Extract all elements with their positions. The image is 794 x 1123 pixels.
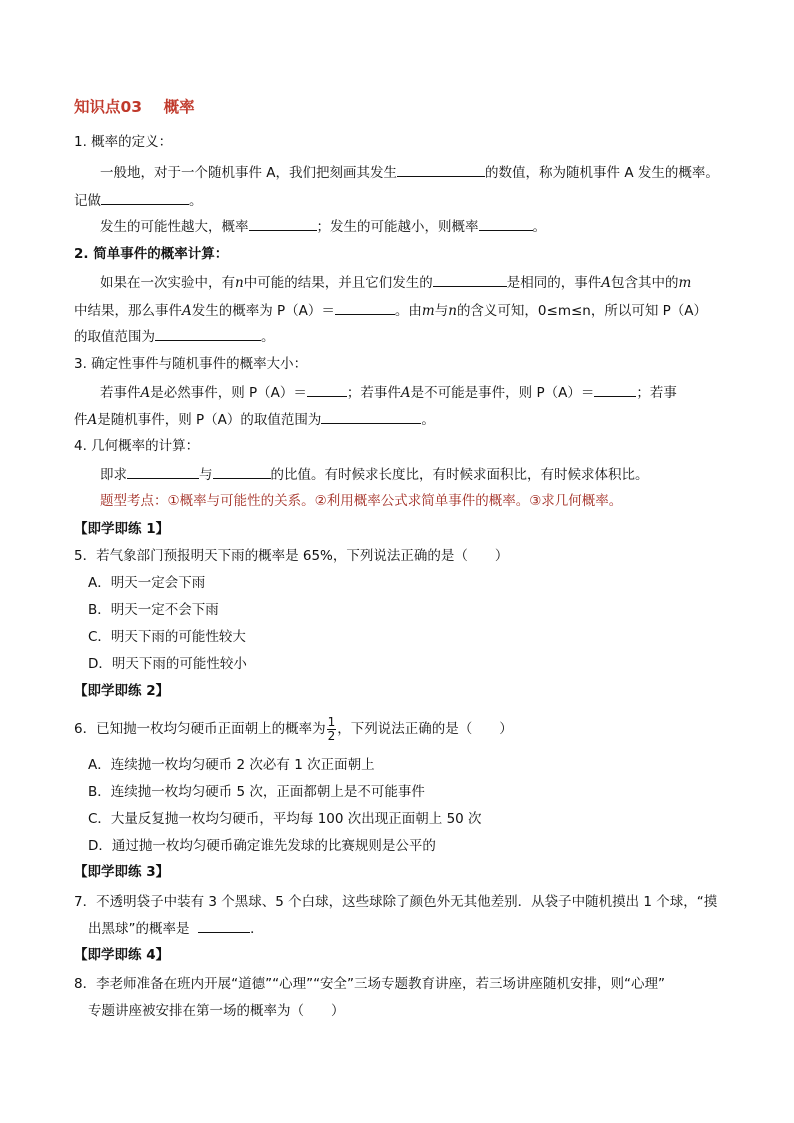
s2-line3 bbox=[74, 326, 275, 347]
q6-text: ，下列说法正确的是（ ） bbox=[337, 721, 513, 737]
var-a: A bbox=[601, 275, 611, 291]
var-a: A bbox=[400, 385, 411, 401]
s2-text: 中结果，那么事件 bbox=[74, 303, 182, 319]
q6-text: 6．已知抛一枚均匀硬币正面朝上的概率为 bbox=[74, 721, 326, 737]
topic-hint: 题型考点：①概率与可能性的关系。②利用概率公式求简单事件的概率。③求几何概率。 bbox=[100, 493, 623, 509]
s1-text: ；发生的可能越小，则概率 bbox=[316, 219, 479, 235]
s2-text: 。由 bbox=[394, 303, 422, 319]
answer-blank[interactable] bbox=[335, 300, 395, 315]
fraction-one-half bbox=[327, 716, 337, 743]
s1-text: 的数值，称为随机事件 A 发生的概率。 bbox=[485, 165, 719, 181]
s3-title: 3. 确定性事件与随机事件的概率大小： bbox=[74, 356, 308, 372]
s3-line1 bbox=[100, 382, 677, 403]
s3-line2 bbox=[74, 409, 435, 430]
fraction-denominator: 2 bbox=[327, 728, 336, 743]
answer-blank[interactable] bbox=[321, 409, 421, 424]
s4-line1 bbox=[100, 464, 649, 485]
s1-line3 bbox=[100, 216, 546, 237]
s2-title: 2. 简单事件的概率计算： bbox=[74, 246, 229, 262]
s1-line1 bbox=[100, 162, 719, 183]
question-8-line2: 专题讲座被安排在第一场的概率为（ ） bbox=[88, 1003, 345, 1019]
s2-text: 如果在一次实验中，有 bbox=[100, 275, 235, 291]
s1-text: 发生的可能性越大，概率 bbox=[100, 219, 249, 235]
s2-line2 bbox=[74, 300, 707, 321]
exercise-label: 【即学即练 1】 bbox=[74, 521, 170, 537]
answer-blank[interactable] bbox=[307, 382, 347, 397]
s1-text: 。 bbox=[189, 193, 203, 209]
s1-text: 记做 bbox=[74, 193, 101, 209]
heading-prefix: 知识点03 bbox=[74, 98, 143, 116]
q7-text: 出黑球”的概率是 bbox=[88, 921, 190, 937]
s3-text: 是必然事件，则 P（A）＝ bbox=[150, 385, 307, 401]
s2-text: 的取值范围为 bbox=[74, 329, 155, 345]
s1-title: 1. 概率的定义： bbox=[74, 134, 173, 150]
answer-blank[interactable] bbox=[155, 326, 261, 341]
s3-text: ；若事件 bbox=[346, 385, 401, 401]
s2-text: 。 bbox=[261, 329, 275, 345]
s2-text: 的含义可知，0≤m≤n，所以可知 P（A） bbox=[456, 303, 708, 319]
exercise-label: 【即学即练 2】 bbox=[74, 683, 170, 699]
question-7-line1: 7．不透明袋子中装有 3 个黑球、5 个白球，这些球除了颜色外无其他差别．从袋子中随机摸出 1 个球，“摸 bbox=[74, 894, 718, 910]
question-6 bbox=[74, 714, 513, 744]
s4-text: 的比值。有时候求长度比，有时候求面积比，有时候求体积比。 bbox=[270, 467, 649, 483]
s2-text: 包含其中的 bbox=[610, 275, 679, 291]
s1-text: 一般地，对于一个随机事件 A，我们把刻画其发生 bbox=[100, 165, 398, 181]
option-d[interactable]: D．明天下雨的可能性较小 bbox=[88, 656, 247, 672]
s3-text: 是不可能是事件，则 P（A）＝ bbox=[410, 385, 595, 401]
exercise-label: 【即学即练 3】 bbox=[74, 864, 170, 880]
option-a[interactable]: A．连续抛一枚均匀硬币 2 次必有 1 次正面朝上 bbox=[88, 757, 375, 773]
var-m: m bbox=[421, 303, 435, 319]
s2-text: 发生的概率为 P（A）＝ bbox=[191, 303, 335, 319]
answer-blank[interactable] bbox=[198, 918, 250, 933]
s1-text: 。 bbox=[532, 219, 546, 235]
var-a: A bbox=[140, 385, 151, 401]
answer-blank[interactable] bbox=[594, 382, 636, 397]
s3-text: 件 bbox=[74, 412, 88, 428]
s3-text: ；若事 bbox=[636, 385, 677, 401]
s1-line2 bbox=[74, 190, 203, 211]
s2-text: 是相同的，事件 bbox=[506, 275, 602, 291]
fraction-numerator: 1 bbox=[327, 714, 336, 729]
option-d[interactable]: D．通过抛一枚均匀硬币确定谁先发球的比赛规则是公平的 bbox=[88, 838, 436, 854]
option-b[interactable]: B．连续抛一枚均匀硬币 5 次，正面都朝上是不可能事件 bbox=[88, 784, 425, 800]
s4-text: 与 bbox=[199, 467, 213, 483]
answer-blank[interactable] bbox=[213, 464, 271, 479]
s2-text: 与 bbox=[434, 303, 449, 319]
s4-title: 4. 几何概率的计算： bbox=[74, 438, 200, 454]
s3-text: 若事件 bbox=[100, 385, 141, 401]
s4-text: 即求 bbox=[100, 467, 127, 483]
exercise-label: 【即学即练 4】 bbox=[74, 947, 170, 963]
q7-text: ． bbox=[250, 921, 264, 937]
var-n: n bbox=[235, 275, 244, 291]
question-5: 5．若气象部门预报明天下雨的概率是 65%，下列说法正确的是（ ） bbox=[74, 548, 509, 564]
answer-blank[interactable] bbox=[101, 190, 189, 205]
option-a[interactable]: A．明天一定会下雨 bbox=[88, 575, 206, 591]
answer-blank[interactable] bbox=[433, 272, 507, 287]
question-7-line2 bbox=[88, 918, 264, 939]
s2-line1 bbox=[100, 272, 691, 293]
s3-text: 是随机事件，则 P（A）的取值范围为 bbox=[97, 412, 322, 428]
var-a: A bbox=[182, 303, 192, 319]
var-n: n bbox=[448, 303, 457, 319]
answer-blank[interactable] bbox=[249, 216, 317, 231]
option-b[interactable]: B．明天一定不会下雨 bbox=[88, 602, 219, 618]
heading-topic: 概率 bbox=[163, 98, 195, 116]
answer-blank[interactable] bbox=[479, 216, 533, 231]
section-heading bbox=[74, 97, 195, 117]
var-a: A bbox=[87, 412, 98, 428]
answer-blank[interactable] bbox=[397, 162, 485, 177]
s3-text: 。 bbox=[421, 412, 435, 428]
answer-blank[interactable] bbox=[127, 464, 199, 479]
s2-text: 中可能的结果，并且它们发生的 bbox=[243, 275, 433, 291]
option-c[interactable]: C．明天下雨的可能性较大 bbox=[88, 629, 246, 645]
question-8-line1: 8．李老师准备在班内开展“道德”“心理”“安全”三场专题教育讲座，若三场讲座随机安排，则“心理” bbox=[74, 976, 666, 992]
option-c[interactable]: C．大量反复抛一枚均匀硬币，平均每 100 次出现正面朝上 50 次 bbox=[88, 811, 482, 827]
var-m: m bbox=[678, 275, 692, 291]
